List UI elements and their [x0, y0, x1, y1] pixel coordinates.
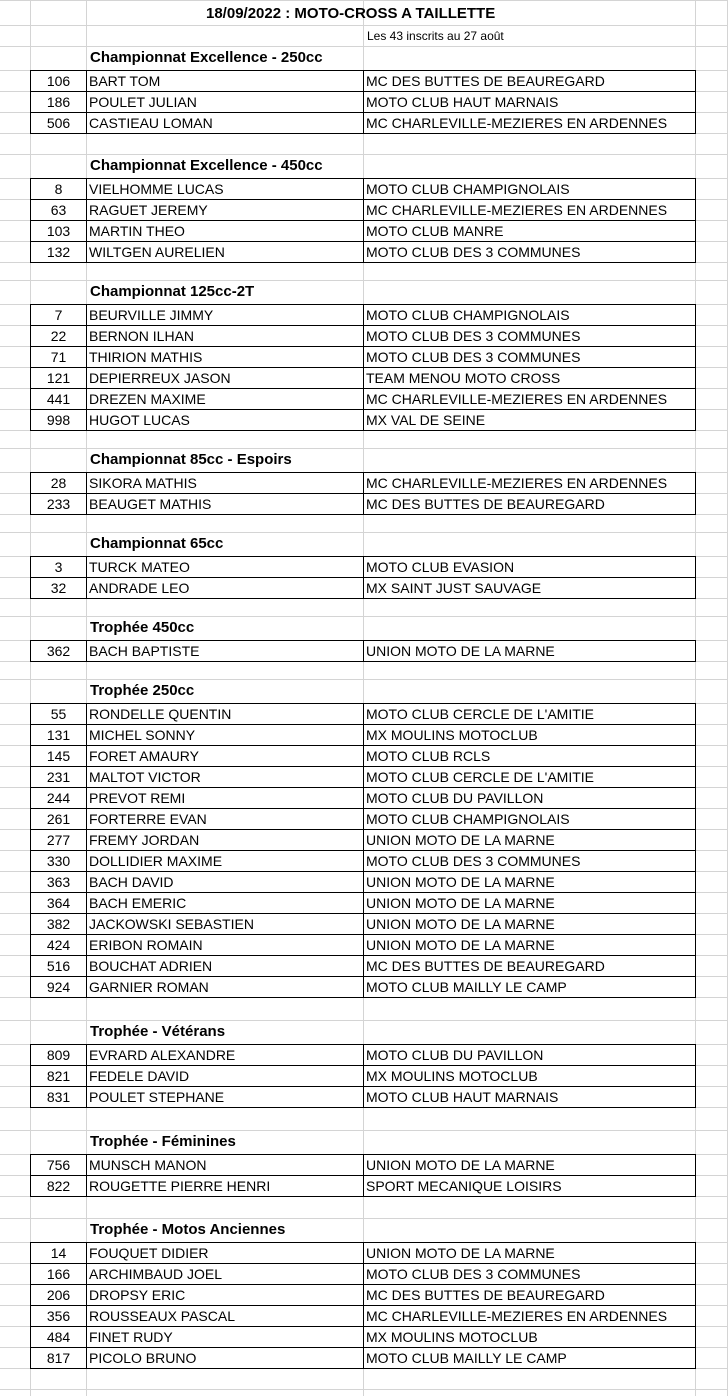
rider-number: 809	[46, 1047, 71, 1063]
table-border	[363, 1154, 364, 1197]
rider-name: ARCHIMBAUD JOEL	[89, 1266, 223, 1282]
rider-name: ROUGETTE PIERRE HENRI	[89, 1178, 271, 1194]
club-name: MOTO CLUB HAUT MARNAIS	[366, 94, 559, 110]
rider-number: 362	[46, 643, 71, 659]
rider-number: 55	[50, 706, 67, 722]
rider-number: 817	[46, 1350, 71, 1366]
category-heading: Championnat Excellence - 450cc	[90, 157, 323, 174]
rider-number: 22	[50, 328, 67, 344]
club-name: MX MOULINS MOTOCLUB	[366, 727, 538, 743]
rider-name: GARNIER ROMAN	[89, 979, 209, 995]
grid-line	[0, 1020, 728, 1021]
club-name: MOTO CLUB DES 3 COMMUNES	[366, 853, 581, 869]
rider-name: TURCK MATEO	[89, 559, 190, 575]
table-border	[363, 70, 364, 134]
table-border	[695, 472, 696, 515]
rider-name: HUGOT LUCAS	[89, 412, 190, 428]
club-name: MX SAINT JUST SAUVAGE	[366, 580, 542, 596]
table-border	[30, 1242, 31, 1369]
table-border	[695, 1044, 696, 1108]
rider-name: PREVOT REMI	[89, 790, 186, 806]
club-name: MC DES BUTTES DE BEAUREGARD	[366, 496, 605, 512]
table-border	[695, 70, 696, 134]
rider-name: VIELHOMME LUCAS	[89, 181, 224, 197]
category-heading: Championnat 125cc-2T	[90, 283, 255, 300]
rider-name: THIRION MATHIS	[89, 349, 203, 365]
club-name: MOTO CLUB MAILLY LE CAMP	[366, 979, 567, 995]
rider-name: PICOLO BRUNO	[89, 1350, 197, 1366]
club-name: MC CHARLEVILLE-MEZIERES EN ARDENNES	[366, 202, 668, 218]
rider-number: 756	[46, 1157, 71, 1173]
table-border	[86, 1242, 87, 1369]
rider-number: 3	[54, 559, 63, 575]
club-name: MOTO CLUB CHAMPIGNOLAIS	[366, 307, 570, 323]
rider-name: POULET JULIAN	[89, 94, 197, 110]
club-name: MX MOULINS MOTOCLUB	[366, 1329, 538, 1345]
table-border	[86, 703, 87, 998]
club-name: MC DES BUTTES DE BEAUREGARD	[366, 958, 605, 974]
category-heading: Trophée 250cc	[90, 682, 195, 699]
rider-name: FOUQUET DIDIER	[89, 1245, 209, 1261]
grid-line	[0, 1389, 728, 1390]
category-heading: Championnat Excellence - 250cc	[90, 49, 323, 66]
rider-name: ERIBON ROMAIN	[89, 937, 203, 953]
club-name: MC DES BUTTES DE BEAUREGARD	[366, 73, 605, 89]
rider-number: 998	[46, 412, 71, 428]
rider-name: RAGUET JEREMY	[89, 202, 208, 218]
rider-name: DEPIERREUX JASON	[89, 370, 231, 386]
club-name: MX MOULINS MOTOCLUB	[366, 1068, 538, 1084]
rider-number: 7	[54, 307, 63, 323]
category-heading: Trophée 450cc	[90, 619, 195, 636]
table-border	[695, 1242, 696, 1369]
rider-name: SIKORA MATHIS	[89, 475, 197, 491]
club-name: MOTO CLUB DU PAVILLON	[366, 1047, 544, 1063]
grid-line	[0, 448, 728, 449]
table-border	[363, 640, 364, 662]
rider-name: DREZEN MAXIME	[89, 391, 206, 407]
club-name: MOTO CLUB DES 3 COMMUNES	[366, 349, 581, 365]
rider-name: FORET AMAURY	[89, 748, 199, 764]
club-name: UNION MOTO DE LA MARNE	[366, 895, 555, 911]
club-name: MOTO CLUB DES 3 COMMUNES	[366, 328, 581, 344]
club-name: UNION MOTO DE LA MARNE	[366, 937, 555, 953]
rider-number: 145	[46, 748, 71, 764]
table-border	[86, 556, 87, 599]
rider-name: BACH DAVID	[89, 874, 174, 890]
rider-name: BEURVILLE JIMMY	[89, 307, 214, 323]
rider-name: BERNON ILHAN	[89, 328, 195, 344]
rider-number: 103	[46, 223, 71, 239]
category-heading: Trophée - Motos Anciennes	[90, 1221, 286, 1238]
table-border	[363, 178, 364, 263]
grid-line	[0, 679, 728, 680]
club-name: MX VAL DE SEINE	[366, 412, 486, 428]
rider-name: FEDELE DAVID	[89, 1068, 190, 1084]
grid-line	[0, 0, 728, 1]
club-name: MOTO CLUB CERCLE DE L'AMITIE	[366, 769, 595, 785]
rider-name: BEAUGET MATHIS	[89, 496, 212, 512]
table-border	[363, 556, 364, 599]
rider-number: 106	[46, 73, 71, 89]
grid-line	[0, 616, 728, 617]
rider-number: 14	[50, 1245, 67, 1261]
rider-name: ROUSSEAUX PASCAL	[89, 1308, 236, 1324]
table-border	[695, 556, 696, 599]
club-name: MOTO CLUB CERCLE DE L'AMITIE	[366, 706, 595, 722]
club-name: MOTO CLUB MAILLY LE CAMP	[366, 1350, 567, 1366]
rider-number: 8	[54, 181, 63, 197]
rider-number: 244	[46, 790, 71, 806]
rider-number: 364	[46, 895, 71, 911]
club-name: UNION MOTO DE LA MARNE	[366, 1157, 555, 1173]
table-border	[363, 1044, 364, 1108]
rider-name: FORTERRE EVAN	[89, 811, 207, 827]
club-name: MOTO CLUB DES 3 COMMUNES	[366, 244, 581, 260]
club-name: MOTO CLUB CHAMPIGNOLAIS	[366, 811, 570, 827]
rider-number: 356	[46, 1308, 71, 1324]
rider-name: POULET STEPHANE	[89, 1089, 225, 1105]
grid-line	[0, 25, 728, 26]
rider-name: RONDELLE QUENTIN	[89, 706, 232, 722]
rider-name: MUNSCH MANON	[89, 1157, 207, 1173]
grid-line	[0, 1218, 728, 1219]
table-border	[363, 304, 364, 431]
rider-number: 28	[50, 475, 67, 491]
rider-number: 516	[46, 958, 71, 974]
rider-number: 822	[46, 1178, 71, 1194]
rider-number: 441	[46, 391, 71, 407]
club-name: MC CHARLEVILLE-MEZIERES EN ARDENNES	[366, 1308, 668, 1324]
rider-name: MARTIN THEO	[89, 223, 185, 239]
rider-number: 233	[46, 496, 71, 512]
club-name: UNION MOTO DE LA MARNE	[366, 874, 555, 890]
rider-number: 121	[46, 370, 71, 386]
grid-line	[0, 154, 728, 155]
table-border	[363, 1242, 364, 1369]
club-name: UNION MOTO DE LA MARNE	[366, 916, 555, 932]
club-name: MOTO CLUB MANRE	[366, 223, 504, 239]
club-name: TEAM MENOU MOTO CROSS	[366, 370, 561, 386]
rider-number: 71	[50, 349, 67, 365]
rider-name: BOUCHAT ADRIEN	[89, 958, 213, 974]
rider-name: DROPSY ERIC	[89, 1287, 186, 1303]
category-heading: Championnat 65cc	[90, 535, 224, 552]
rider-name: BACH BAPTISTE	[89, 643, 200, 659]
category-heading: Trophée - Vétérans	[90, 1023, 226, 1040]
table-border	[86, 472, 87, 515]
rider-number: 382	[46, 916, 71, 932]
grid-line	[0, 280, 728, 281]
rider-name: BART TOM	[89, 73, 161, 89]
grid-line	[0, 46, 728, 47]
rider-name: EVRARD ALEXANDRE	[89, 1047, 236, 1063]
rider-number: 63	[50, 202, 67, 218]
club-name: UNION MOTO DE LA MARNE	[366, 1245, 555, 1261]
rider-number: 330	[46, 853, 71, 869]
page-title: 18/09/2022 : MOTO-CROSS A TAILLETTE	[206, 5, 496, 22]
grid-line	[0, 532, 728, 533]
club-name: UNION MOTO DE LA MARNE	[366, 643, 555, 659]
category-heading: Trophée - Féminines	[90, 1133, 236, 1150]
rider-name: ANDRADE LEO	[89, 580, 190, 596]
rider-name: FINET RUDY	[89, 1329, 173, 1345]
table-border	[30, 703, 31, 998]
club-name: MC CHARLEVILLE-MEZIERES EN ARDENNES	[366, 475, 668, 491]
rider-number: 231	[46, 769, 71, 785]
rider-number: 363	[46, 874, 71, 890]
club-name: SPORT MECANIQUE LOISIRS	[366, 1178, 562, 1194]
rider-number: 166	[46, 1266, 71, 1282]
club-name: MOTO CLUB RCLS	[366, 748, 491, 764]
rider-name: JACKOWSKI SEBASTIEN	[89, 916, 254, 932]
club-name: MOTO CLUB HAUT MARNAIS	[366, 1089, 559, 1105]
rider-number: 206	[46, 1287, 71, 1303]
table-border	[86, 1044, 87, 1108]
rider-name: WILTGEN AURELIEN	[89, 244, 225, 260]
rider-number: 261	[46, 811, 71, 827]
rider-number: 132	[46, 244, 71, 260]
table-border	[695, 1154, 696, 1197]
rider-number: 424	[46, 937, 71, 953]
rider-number: 506	[46, 115, 71, 131]
club-name: MC DES BUTTES DE BEAUREGARD	[366, 1287, 605, 1303]
registration-note: Les 43 inscrits au 27 août	[367, 29, 504, 43]
table-border	[695, 304, 696, 431]
club-name: MOTO CLUB EVASION	[366, 559, 515, 575]
table-border	[86, 1154, 87, 1197]
rider-number: 924	[46, 979, 71, 995]
table-border	[30, 304, 31, 431]
rider-number: 277	[46, 832, 71, 848]
club-name: MOTO CLUB DU PAVILLON	[366, 790, 544, 806]
category-heading: Championnat 85cc - Espoirs	[90, 451, 292, 468]
club-name: MC CHARLEVILLE-MEZIERES EN ARDENNES	[366, 391, 668, 407]
rider-number: 484	[46, 1329, 71, 1345]
rider-number: 32	[50, 580, 67, 596]
rider-number: 831	[46, 1089, 71, 1105]
club-name: MC CHARLEVILLE-MEZIERES EN ARDENNES	[366, 115, 668, 131]
club-name: UNION MOTO DE LA MARNE	[366, 832, 555, 848]
table-border	[695, 178, 696, 263]
rider-number: 821	[46, 1068, 71, 1084]
club-name: MOTO CLUB CHAMPIGNOLAIS	[366, 181, 570, 197]
rider-name: FREMY JORDAN	[89, 832, 200, 848]
table-border	[86, 178, 87, 263]
rider-name: BACH EMERIC	[89, 895, 187, 911]
rider-number: 131	[46, 727, 71, 743]
table-border	[86, 70, 87, 134]
table-border	[363, 472, 364, 515]
rider-name: CASTIEAU LOMAN	[89, 115, 213, 131]
rider-number: 186	[46, 94, 71, 110]
grid-line	[0, 1130, 728, 1131]
rider-name: MICHEL SONNY	[89, 727, 196, 743]
table-border	[695, 640, 696, 662]
table-border	[86, 304, 87, 431]
table-border	[363, 703, 364, 998]
rider-name: DOLLIDIER MAXIME	[89, 853, 223, 869]
table-border	[695, 703, 696, 998]
club-name: MOTO CLUB DES 3 COMMUNES	[366, 1266, 581, 1282]
rider-name: MALTOT VICTOR	[89, 769, 201, 785]
table-border	[86, 640, 87, 662]
